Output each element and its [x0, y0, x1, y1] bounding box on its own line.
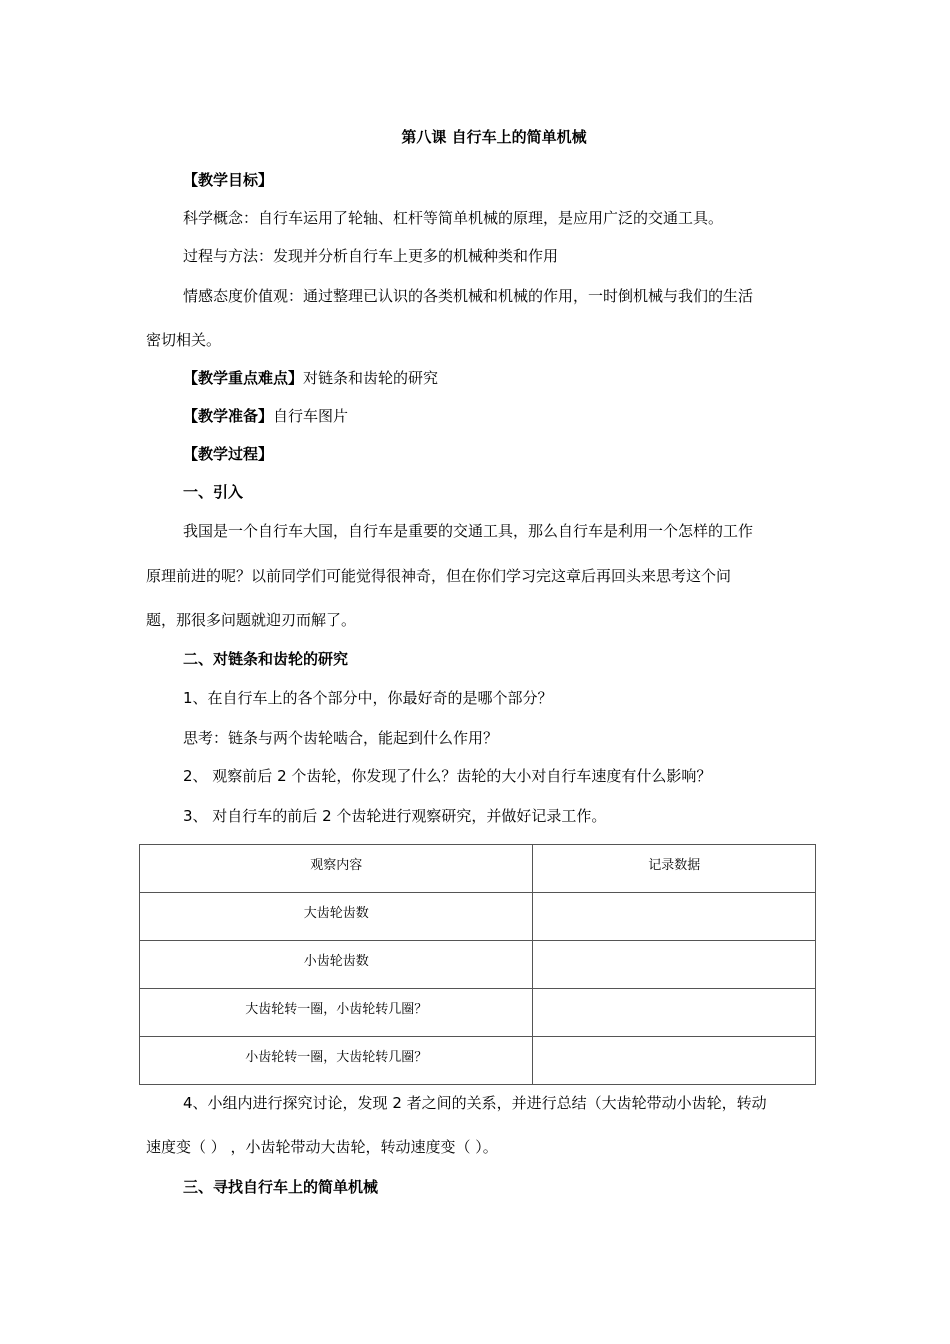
objectives-heading: 【教学目标】 — [183, 171, 274, 189]
section1-para-line-2: 原理前进的呢？以前同学们可能觉得很神奇，但在你们学习完这章后再回头来思考这个问 — [146, 567, 732, 585]
question-4-line-1: 4、小组内进行探究讨论，发现 2 者之间的关系，并进行总结（大齿轮带动小齿轮，转动 — [183, 1094, 767, 1112]
observation-table — [139, 844, 816, 1085]
row-label: 大齿轮齿数 — [303, 906, 369, 921]
row-value — [533, 989, 815, 998]
question-3: 3、 对自行车的前后 2 个齿轮进行观察研究，并做好记录工作。 — [183, 807, 607, 825]
header-record: 记录数据 — [648, 858, 701, 873]
key-points-text: 对链条和齿轮的研究 — [303, 369, 439, 387]
think-prompt: 思考：链条与两个齿轮啮合，能起到什么作用？ — [183, 729, 499, 747]
preparation-label: 【教学准备】 — [183, 407, 274, 425]
row-value — [533, 1037, 815, 1046]
page-title: 第八课 自行车上的简单机械 — [401, 128, 587, 146]
table-cell-empty — [533, 989, 816, 1037]
section3-heading: 三、寻找自行车上的简单机械 — [183, 1178, 379, 1196]
key-points — [183, 368, 438, 388]
table-row — [140, 989, 816, 1037]
table-header-row — [140, 845, 816, 893]
table-cell-empty — [533, 1037, 816, 1085]
row-value — [533, 893, 815, 902]
table-cell-empty — [533, 893, 816, 941]
process-heading: 【教学过程】 — [183, 445, 274, 463]
table-cell — [140, 1037, 533, 1085]
header-observation: 观察内容 — [310, 858, 363, 873]
table-row — [140, 941, 816, 989]
section2-heading: 二、对链条和齿轮的研究 — [183, 650, 349, 668]
attitude-line-2: 密切相关。 — [146, 331, 222, 349]
row-label: 小齿轮转一圈，大齿轮转几圈？ — [245, 1050, 428, 1065]
preparation — [183, 406, 348, 426]
table-header-cell — [533, 845, 816, 893]
table-header-cell — [140, 845, 533, 893]
row-label: 大齿轮转一圈，小齿轮转几圈？ — [245, 1002, 428, 1017]
row-label: 小齿轮齿数 — [303, 954, 369, 969]
preparation-text: 自行车图片 — [273, 407, 349, 425]
row-value — [533, 941, 815, 950]
process-method: 过程与方法：发现并分析自行车上更多的机械种类和作用 — [183, 247, 559, 265]
table-cell-empty — [533, 941, 816, 989]
table-row — [140, 893, 816, 941]
attitude-line-1: 情感态度价值观：通过整理已认识的各类机械和机械的作用，一时倒机械与我们的生活 — [183, 287, 754, 305]
table-cell — [140, 989, 533, 1037]
question-2: 2、 观察前后 2 个齿轮，你发现了什么？齿轮的大小对自行车速度有什么影响？ — [183, 767, 712, 785]
section1-para-line-1: 我国是一个自行车大国，自行车是重要的交通工具，那么自行车是利用一个怎样的工作 — [183, 522, 754, 540]
question-1: 1、在自行车上的各个部分中，你最好奇的是哪个部分？ — [183, 689, 553, 707]
table-cell — [140, 941, 533, 989]
key-points-label: 【教学重点难点】 — [183, 369, 304, 387]
section1-heading: 一、引入 — [183, 483, 244, 501]
section1-para-line-3: 题，那很多问题就迎刃而解了。 — [146, 611, 357, 629]
question-4-line-2: 速度变（ ） ，小齿轮带动大齿轮，转动速度变（ ）。 — [146, 1138, 498, 1156]
science-concept: 科学概念：自行车运用了轮轴、杠杆等简单机械的原理，是应用广泛的交通工具。 — [183, 209, 724, 227]
table-cell — [140, 893, 533, 941]
table-row — [140, 1037, 816, 1085]
